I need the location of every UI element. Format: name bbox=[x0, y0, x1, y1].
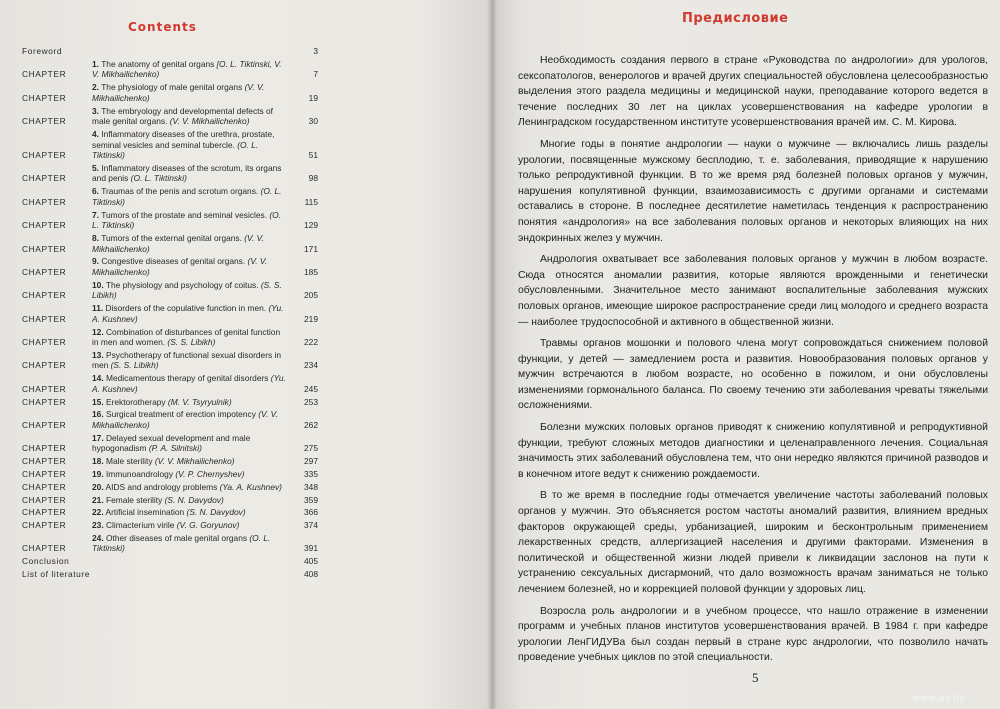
toc-chapter-number: 24. bbox=[92, 532, 104, 543]
foreword-paragraph: Андрология охватывает все заболевания половых органов у мужчин в любом возрасте. Сюда относятся аномалии развития, которые являются врожденными и генетически обусловленными. Значительное место занимают воспалительные заболевания мужских половых органов, имеющие широкое распространение среди лиц молодого и среднего возраста — наиболее трудоспособной и активного в общественной жизни. bbox=[518, 254, 988, 328]
toc-page-number: 359 bbox=[304, 494, 318, 505]
toc-title bbox=[92, 433, 292, 454]
toc-label: List of literature bbox=[22, 569, 91, 579]
toc-page-number: 171 bbox=[304, 243, 318, 254]
foreword-paragraph: Необходимость создания первого в стране «Руководства по андрологии» для урологов, сексопатологов, венерологов и врачей других специальностей обусловлена целесообразностью выделения этого раздела медицины и медицинской науки, преподавание которого ведется в течение последних 30 лет на циклах усовершенствования на кафедре урологии в Ленинградском государственном институте усовершенствования врачей им. С. М. Кирова. bbox=[518, 55, 988, 129]
toc-page-number: 391 bbox=[304, 543, 318, 554]
toc-label: CHAPTER bbox=[22, 456, 67, 467]
foreword-paragraph: Травмы органов мошонки и полового члена могут сопровождаться снижением половой функции, у детей — замедлением роста и развития. Новообразования половых органов у мужчин встречаются в любом возрасте, но особенно в пожилом, и они обусловлены изменениями гормонального баланса. По своему течению эти заболевания чреваты тяжелыми осложнениями. bbox=[518, 338, 988, 412]
toc-label: CHAPTER bbox=[22, 173, 67, 184]
toc-label: CHAPTER bbox=[22, 313, 67, 324]
toc-author: (O. L. Tiktinski) bbox=[130, 173, 187, 184]
toc-chapter-number: 9. bbox=[92, 256, 99, 267]
toc-entry bbox=[22, 327, 318, 348]
toc-chapter-title: AIDS and andrology problems bbox=[105, 481, 218, 492]
foreword-paragraph: В то же время в последние годы отмечается увеличение частоты заболеваний половых органов у мужчин. Это объясняется ростом частоты аномалий развития, влиянием вредных факторов окружающей среды, урбанизацией, широким и бесконтрольным применением лекарственных средств, аллергизацией населения и другими факторами. Изменения в политической и общественной жизни людей привели к ликвидации заслонов на пути к устранению сексуальных дисгармоний, что дало возможность врачам заниматься не только лечением болезней, но и коррекцией половой функции у здоровых лиц. bbox=[518, 490, 988, 595]
toc-label: CHAPTER bbox=[22, 481, 67, 492]
toc-page-number: 30 bbox=[308, 116, 318, 127]
toc-entry bbox=[22, 482, 318, 493]
toc-chapter-title: Medicamentous therapy of genital disorders bbox=[105, 373, 269, 384]
toc-label: CHAPTER bbox=[22, 290, 67, 301]
toc-label: CHAPTER bbox=[22, 443, 67, 454]
toc-entry bbox=[22, 456, 318, 467]
toc-title bbox=[92, 520, 292, 531]
toc-chapter-number: 19. bbox=[92, 468, 104, 479]
toc-label: CHAPTER bbox=[22, 507, 67, 518]
toc-title bbox=[92, 350, 292, 371]
toc-author: (S. S. Libikh) bbox=[167, 337, 216, 348]
toc-page-number: 253 bbox=[304, 396, 318, 407]
toc-page-number: 19 bbox=[308, 92, 318, 103]
toc-chapter-number: 2. bbox=[92, 82, 99, 93]
foreword-paragraph: Возросла роль андрологии и в учебном процессе, что нашло отражение в изменении программ и учебных планов институтов усовершенствования врачей. В 1984 г. при кафедре урологии ЛенГИДУВа был создан первый в стране курс андрологии, что позволило начать проведение учебных циклов по этой специальности. bbox=[518, 605, 988, 664]
toc-author: (V. V. Mikhailichenko) bbox=[92, 82, 265, 103]
foreword-paragraph: Многие годы в понятие андрологии — науки о мужчине — включались лишь разделы урологии, посвященные мужскому бесплодию, т. е. заболевания, приводящие к нарушению только репродуктивной функции. В то же время ряд болезней половых органов у мужчин, нарушения копулятивной функции, взаимозависимость с другими органами и системами оставались в стороне. В последнее десятилетие наметилась тенденция к распространению понятия «андрология» на все заболевания половых органов и некоторых влияющих на них эндокринных желез у мужчин. bbox=[518, 138, 988, 244]
toc-title bbox=[92, 327, 292, 348]
toc-chapter-title: The anatomy of genital organs bbox=[101, 58, 215, 69]
toc-chapter-title: Tumors of the prostate and seminal vesicles. bbox=[101, 209, 268, 220]
toc-label: Foreword bbox=[22, 46, 63, 56]
toc-entry bbox=[22, 409, 318, 430]
toc-chapter-number: 13. bbox=[92, 349, 104, 360]
toc-chapter-title: Artificial insemination bbox=[105, 507, 185, 518]
toc-title bbox=[92, 409, 292, 430]
toc-author: (O. L. Tiktinski) bbox=[92, 186, 282, 207]
toc-label: CHAPTER bbox=[22, 69, 67, 80]
toc-title bbox=[92, 210, 292, 231]
toc-title bbox=[92, 233, 292, 254]
toc-entry bbox=[22, 210, 318, 231]
toc-chapter-title: Disorders of the copulative function in men. bbox=[105, 303, 267, 314]
toc-title bbox=[92, 163, 292, 184]
toc-entry bbox=[22, 397, 318, 408]
toc-chapter-number: 23. bbox=[92, 520, 104, 531]
toc-page-number: 51 bbox=[308, 150, 318, 161]
toc-author: (V. V. Mikhailichenko) bbox=[92, 233, 264, 254]
toc-entry bbox=[22, 256, 318, 277]
toc-page-number: 7 bbox=[313, 69, 318, 80]
toc-entry bbox=[22, 163, 318, 184]
toc-chapter-number: 10. bbox=[92, 279, 104, 290]
toc-page-number: 348 bbox=[304, 481, 318, 492]
toc-chapter-number: 1. bbox=[92, 58, 99, 69]
toc-title bbox=[92, 303, 292, 324]
toc-label: CHAPTER bbox=[22, 116, 67, 127]
foreword-body bbox=[518, 53, 988, 672]
toc-title bbox=[92, 59, 292, 80]
toc-author: (O. L. Tiktinski) bbox=[92, 139, 259, 161]
toc-entry bbox=[22, 433, 318, 454]
toc-label: CHAPTER bbox=[22, 420, 67, 430]
toc-title bbox=[92, 280, 292, 301]
toc-chapter-title: Female sterility bbox=[105, 494, 163, 505]
toc-title bbox=[92, 495, 292, 506]
toc-label: CHAPTER bbox=[22, 92, 67, 103]
toc-author: (Yu. A. Kushnev) bbox=[92, 303, 284, 324]
toc-chapter-number: 11. bbox=[92, 303, 104, 314]
toc-page-number: 374 bbox=[304, 520, 318, 531]
toc-label: CHAPTER bbox=[22, 243, 67, 254]
toc-author: (O. L. Tiktinski) bbox=[92, 209, 282, 231]
toc-label: CHAPTER bbox=[22, 494, 67, 505]
toc-chapter-number: 14. bbox=[92, 373, 104, 384]
toc-chapter-title: Traumas of the penis and scrotum organs. bbox=[101, 186, 259, 197]
toc-page-number: 222 bbox=[304, 337, 318, 348]
toc-chapter-number: 5. bbox=[92, 162, 99, 173]
toc-page-number: 219 bbox=[304, 313, 318, 324]
toc-title bbox=[92, 106, 292, 127]
toc-entry bbox=[22, 106, 318, 127]
toc-chapter-number: 4. bbox=[92, 128, 99, 139]
toc-chapter-number: 22. bbox=[92, 507, 104, 518]
toc-page-number: 408 bbox=[304, 569, 318, 579]
toc-entry bbox=[22, 129, 318, 161]
toc-page-number: 234 bbox=[304, 360, 318, 371]
toc-chapter-title: Other diseases of male genital organs bbox=[105, 532, 248, 543]
page-number: 5 bbox=[752, 670, 759, 685]
toc-author: [O. L. Tiktinski, V. V. Mikhailichenko) bbox=[92, 58, 282, 80]
toc-page-number: 405 bbox=[304, 556, 318, 567]
toc-title bbox=[92, 456, 292, 467]
toc-entry bbox=[22, 533, 318, 554]
contents-title: Contents bbox=[128, 20, 197, 34]
toc-chapter-number: 16. bbox=[92, 409, 104, 420]
toc-page-number: 366 bbox=[304, 507, 318, 518]
toc-title bbox=[92, 397, 292, 408]
toc-entry bbox=[22, 507, 318, 518]
toc-title bbox=[92, 533, 292, 554]
toc-chapter-title: Climacterium virile bbox=[105, 520, 175, 531]
toc-chapter-number: 6. bbox=[92, 186, 99, 197]
toc-chapter-title: Male sterility bbox=[105, 456, 153, 467]
toc-chapter-title: Combination of disturbances of genital function in men and women. bbox=[92, 326, 281, 348]
toc-chapter-number: 8. bbox=[92, 233, 99, 243]
toc-label: CHAPTER bbox=[22, 220, 67, 231]
toc-page-number: 297 bbox=[304, 456, 318, 467]
toc-author: (S. S. Libikh) bbox=[92, 279, 282, 301]
toc-entry bbox=[22, 233, 318, 254]
toc-author: (V. V. Mikhailichenko) bbox=[92, 409, 278, 430]
toc-author: (V. V. Mikhailichenko) bbox=[154, 456, 235, 467]
toc-chapter-number: 3. bbox=[92, 105, 99, 116]
toc-chapter-number: 12. bbox=[92, 326, 104, 337]
toc-page-number: 3 bbox=[313, 46, 318, 56]
toc-author: (Ya. A. Kushnev) bbox=[219, 481, 282, 492]
toc-entry bbox=[22, 186, 318, 207]
toc-chapter-title: Surgical treatment of erection impotency bbox=[105, 409, 256, 420]
toc-chapter-number: 20. bbox=[92, 481, 104, 492]
toc-entry bbox=[22, 569, 318, 580]
toc-chapter-number: 7. bbox=[92, 209, 99, 220]
toc-author: (V. G. Goryunov) bbox=[176, 520, 240, 531]
toc-entry bbox=[22, 556, 318, 567]
toc-chapter-title: The physiology of male genital organs bbox=[101, 82, 243, 93]
toc-label: CHAPTER bbox=[22, 196, 67, 207]
toc-author: (M. V. Tsyryulnik) bbox=[167, 396, 232, 407]
toc-author: (S. S. Libikh) bbox=[110, 360, 159, 371]
toc-chapter-number: 15. bbox=[92, 396, 104, 407]
toc-page-number: 98 bbox=[308, 173, 318, 184]
toc-page-number: 335 bbox=[304, 468, 318, 479]
toc-author: (S. N. Davydov) bbox=[164, 494, 224, 505]
toc-author: (V. V. Mikhailichenko) bbox=[92, 256, 268, 277]
toc-chapter-title: The embryology and developmental defects of male genital organs. bbox=[92, 105, 273, 127]
toc-label: CHAPTER bbox=[22, 383, 67, 394]
toc-entry bbox=[22, 350, 318, 371]
toc-label: CHAPTER bbox=[22, 520, 67, 531]
toc-entry bbox=[22, 495, 318, 506]
toc-chapter-title: Erektorotherapy bbox=[105, 396, 166, 407]
toc-label: CHAPTER bbox=[22, 266, 67, 277]
toc-label: CHAPTER bbox=[22, 468, 67, 479]
left-page bbox=[0, 0, 492, 709]
toc-author: (S. N. Davydov) bbox=[186, 507, 246, 518]
toc-title bbox=[92, 482, 292, 493]
toc-page-number: 275 bbox=[304, 443, 318, 454]
toc-entry bbox=[22, 373, 318, 394]
toc-label: CHAPTER bbox=[22, 150, 67, 161]
toc-author: (P. A. Silnitski) bbox=[148, 443, 202, 454]
toc-chapter-title: Congestive diseases of genital organs. bbox=[101, 256, 246, 267]
toc-entry bbox=[22, 82, 318, 103]
toc-title bbox=[92, 129, 292, 161]
toc-entry bbox=[22, 520, 318, 531]
toc-label: Conclusion bbox=[22, 556, 70, 567]
toc-chapter-title: Delayed sexual development and male hypogonadism bbox=[92, 432, 251, 454]
toc-title bbox=[92, 507, 292, 518]
toc-author: (Yu. A. Kushnev) bbox=[92, 373, 286, 394]
toc-label: CHAPTER bbox=[22, 396, 67, 407]
toc-chapter-title: Inflammatory diseases of the scrotum, its organs and penis bbox=[92, 162, 282, 184]
toc-label: CHAPTER bbox=[22, 543, 67, 554]
toc-page-number: 205 bbox=[304, 290, 318, 301]
toc-page-number: 185 bbox=[304, 266, 318, 277]
toc-entry bbox=[22, 303, 318, 324]
toc-label: CHAPTER bbox=[22, 360, 67, 371]
toc-page-number: 129 bbox=[304, 220, 318, 231]
toc-page-number: 245 bbox=[304, 383, 318, 394]
toc-chapter-title: Tumors of the external genital organs. bbox=[101, 233, 242, 243]
toc-title bbox=[92, 82, 292, 103]
toc-author: (O. L. Tiktinski) bbox=[92, 532, 271, 554]
toc-page-number: 115 bbox=[304, 196, 318, 207]
foreword-paragraph: Болезни мужских половых органов приводят к снижению копулятивной и репродуктивной функции, требуют сложных методов диагностики и целенаправленного лечения. Социальная значимость этих заболеваний обусловлена тем, что они нередко являются причиной разводов и в конечном итоге ведут к снижению рождаемости. bbox=[518, 422, 988, 480]
toc-chapter-number: 18. bbox=[92, 456, 104, 467]
toc-title bbox=[92, 256, 292, 277]
toc-entry bbox=[22, 469, 318, 480]
toc-page-number: 262 bbox=[304, 420, 318, 430]
toc-chapter-title: Psychotherapy of functional sexual disorders in men bbox=[92, 349, 282, 371]
toc-entry bbox=[22, 280, 318, 301]
toc-chapter-number: 21. bbox=[92, 494, 104, 505]
toc-title bbox=[92, 373, 292, 394]
toc-chapter-title: Immunoandrology bbox=[105, 468, 174, 479]
toc-title bbox=[92, 186, 292, 207]
toc-entry bbox=[22, 59, 318, 80]
foreword-title: Предисловие bbox=[682, 11, 789, 26]
toc-title bbox=[92, 469, 292, 480]
toc-author: (V. V. Mikhailichenko) bbox=[169, 116, 250, 127]
toc-entry bbox=[22, 46, 318, 57]
toc-chapter-title: The physiology and psychology of coitus. bbox=[105, 279, 259, 290]
toc-author: (V. P. Chernyshev) bbox=[175, 468, 245, 479]
watermark-text: www.ay.by bbox=[912, 693, 965, 704]
toc-label: CHAPTER bbox=[22, 337, 67, 348]
table-of-contents bbox=[22, 46, 318, 582]
toc-chapter-number: 17. bbox=[92, 432, 104, 443]
book-gutter bbox=[487, 0, 497, 709]
toc-chapter-title: Inflammatory diseases of the urethra, prostate, seminal vesicles and seminal tubercle. bbox=[92, 128, 275, 150]
